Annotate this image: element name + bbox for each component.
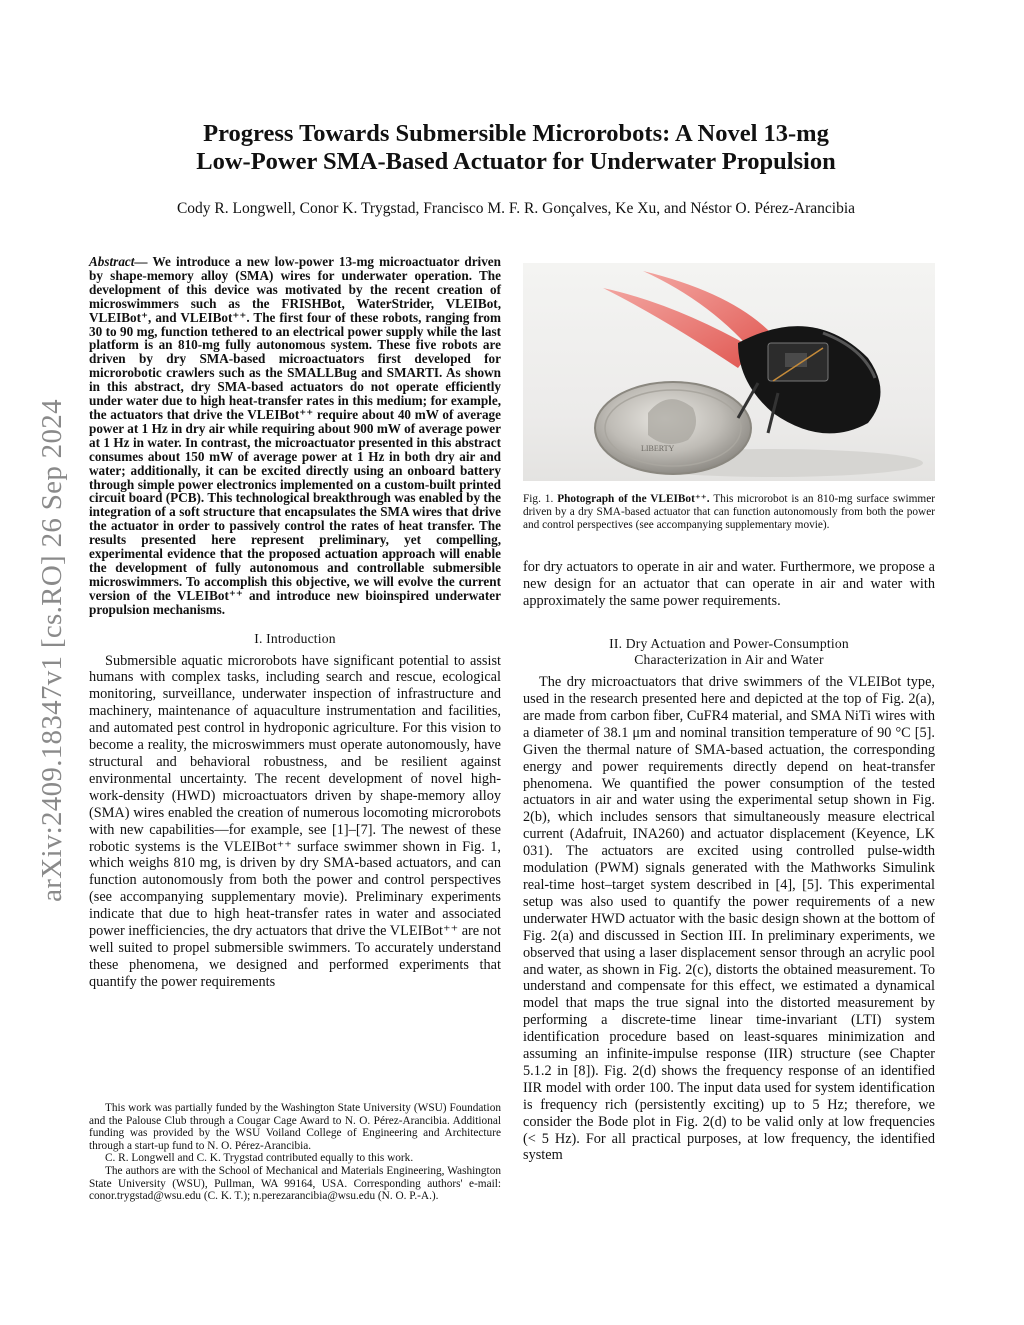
- section-heading-introduction: I. Introduction: [254, 630, 336, 646]
- section-2-heading-line-2: Characterization in Air and Water: [634, 652, 824, 668]
- figure-1-caption: [523, 493, 935, 531]
- coin-text: LIBERTY: [641, 444, 675, 453]
- coin-portrait: [648, 399, 696, 444]
- section-heading-dry-actuation: [523, 636, 935, 668]
- introduction-paragraph: Submersible aquatic microrobots have significant potential to assist humans with complex tasks, including search and rescue, ecological monitoring, surveillance, underwater inspection of infrastructure and machinery, maintenance of aquaculture instrumentation and facilities, and automated pest control in hydroponic agriculture. For this vision to become a reality, the microswimmers must operate autonomously, have structural and behavioral robustness, and be resilient against environmental uncertainty. The recent development of novel high-work-density (HWD) microactuators driven by shape-memory alloy (SMA) wires enabled the creation of numerous locomoting microrobots with new capabilities—for example, see [1]–[7]. The newest of these robotic systems is the VLEIBot⁺⁺ surface swimmer shown in Fig. 1, which weighs 810 mg, is driven by dry SMA-based actuators, and can function autonomously from both the power and control perspectives (see accompanying supplementary movie). Preliminary experiments indicate that due to high heat-transfer rates in water and associated power inefficiencies, the dry actuators that drive the VLEIBot⁺⁺ are not well suited to propel submersible swimmers. To accurately understand these phenomena, we designed and performed experiments that quantify the power requirements: [89, 652, 501, 990]
- right-column: [523, 255, 935, 1164]
- section-2-heading-line-1: II. Dry Actuation and Power-Consumption: [609, 636, 849, 652]
- footnote-affiliation: The authors are with the School of Mechanical and Materials Engineering, Washington State University (WSU), Pullman, WA 99164, USA. Corresponding authors' e-mail: conor.trygstad@wsu.edu (C. K. T.); n.perezarancibia@wsu.edu (N. O. P.-A.).: [89, 1164, 501, 1203]
- left-column: [89, 255, 501, 991]
- robot-photo-illustration: [523, 263, 935, 481]
- figure-1-label: Fig. 1.: [523, 493, 554, 505]
- footnotes: [89, 1102, 501, 1203]
- paper-title: [96, 120, 936, 176]
- section-2-paragraph: The dry microactuators that drive swimmers of the VLEIBot type, used in the research presented here and depicted at the top of Fig. 2(a), are made from carbon fiber, CuFR4 material, and SMA NiTi wires with a diameter of 38.1 μm and nominal transition temperature of 90 °C [5]. Given the thermal nature of SMA-based actuation, the corresponding energy and power requirements directly depend on heat-transfer phenomena. We quantified the power consumption of the tested actuators in air and water using the experimental setup shown in Fig. 2(b), which includes sensors that simultaneously measure electrical current (Adafruit, INA260) and actuator displacement (Keyence, LK 031). The actuators are excited using controlled pulse-width modulation (PWM) signals generated with the Mathworks Simulink real-time host–target system described in [4], [5]. This experimental setup was also used to quantify the power requirements of a new underwater HWD actuator with the basic design shown at the bottom of Fig. 2(a) and discussed in Section III. In preliminary experiments, we observed that using a laser displacement sensor through an acrylic pool and water, as shown in Fig. 2(c), distorts the obtained measurement. To understand and compensate for this effect, we estimated a dynamical model that maps the true signal into the distorted measurement by performing a discrete-time linear time-invariant (LTI) system identification procedure based on least-squares minimization and assuming an infinite-impulse response (IIR) structure (see Chapter 5.1.2 in [8]). Fig. 2(d) shows the frequency response of an identified IIR model with order 100. The input data used for system identification is frequency rich (persistently exciting) up to 5 Hz; therefore, we consider the Bode plot in Fig. 2(d) to be valid only at low frequencies (< 5 Hz). For all practical purposes, at low frequency, the identified system: [523, 674, 935, 1164]
- introduction-continuation: for dry actuators to operate in air and water. Furthermore, we propose a new design for an actuator that can operate in air and water with approximately the same power requirements.: [523, 559, 935, 610]
- figure-1-caption-text: This microrobot is an 810-mg surface swimmer driven by a dry SMA-based actuator that can function autonomously from both the power and control perspectives (see accompanying supplementary movie).: [523, 493, 935, 531]
- figure-1-title: Photograph of the VLEIBot⁺⁺.: [557, 493, 710, 505]
- abstract: [89, 255, 501, 617]
- footnote-funding: This work was partially funded by the Washington State University (WSU) Foundation and the Palouse Club through a Cougar Cage Award to N. O. Pérez-Arancibia. Additional funding was provided by the WSU Voiland College of Engineering and Architecture through a start-up fund to N. O. Pérez-Arancibia.: [89, 1102, 501, 1152]
- title-line-1: Progress Towards Submersible Microrobots: A Novel 13-mg: [203, 120, 829, 147]
- abstract-text: We introduce a new low-power 13-mg microactuator driven by shape-memory alloy (SMA) wires for underwater operation. The development of this device was motivated by the recent creation of microswimmers such as the FRISHBot, WaterStrider, VLEIBot, VLEIBot⁺, and VLEIBot⁺⁺. The first four of these robots, ranging from 30 to 90 mg, function tethered to an electrical power supply while the last platform is an 810-mg fully autonomous system. These five robots are driven by dry SMA-based microactuators first developed for microrobotic crawlers such as the SMALLBug and SMARTI. As shown in this abstract, dry SMA-based actuators do not operate efficiently under water due to high heat-transfer rates in this medium; for example, the actuators that drive the VLEIBot⁺⁺ require about 40 mW of average power at 1 Hz in dry air while requiring about 900 mW of average power at 1 Hz in water. In contrast, the microactuator presented in this abstract consumes about 150 mW of average power at 1 Hz in both dry air and water; additionally, it can be excited directly using an onboard battery through simple power electronics implemented on a custom-built printed circuit board (PCB). This technological breakthrough was enabled by the integration of a soft structure that encapsulates the SMA wires that drive the actuator in order to passively control the rates of heat transfer. The results presented here represent preliminary, yet compelling, experimental evidence that the proposed actuation approach will enable the development of fully autonomous and controllable submersible microswimmers. To accomplish this objective, we will evolve the current version of the VLEIBot⁺⁺ and introduce new bioinspired underwater propulsion mechanisms.: [89, 254, 501, 617]
- robot-leg-1: [738, 383, 758, 418]
- author-list: Cody R. Longwell, Conor K. Trygstad, Francisco M. F. R. Gonçalves, Ke Xu, and Néstor O. Pérez-Arancibia: [176, 200, 856, 217]
- figure-1-photo: [523, 263, 935, 481]
- footnote-equal-contribution: C. R. Longwell and C. K. Trygstad contributed equally to this work.: [105, 1152, 414, 1165]
- arxiv-identifier: arXiv:2409.18347v1 [cs.RO] 26 Sep 2024: [35, 398, 68, 902]
- title-line-2: Low-Power SMA-Based Actuator for Underwater Propulsion: [196, 148, 836, 175]
- abstract-label: Abstract—: [89, 254, 148, 269]
